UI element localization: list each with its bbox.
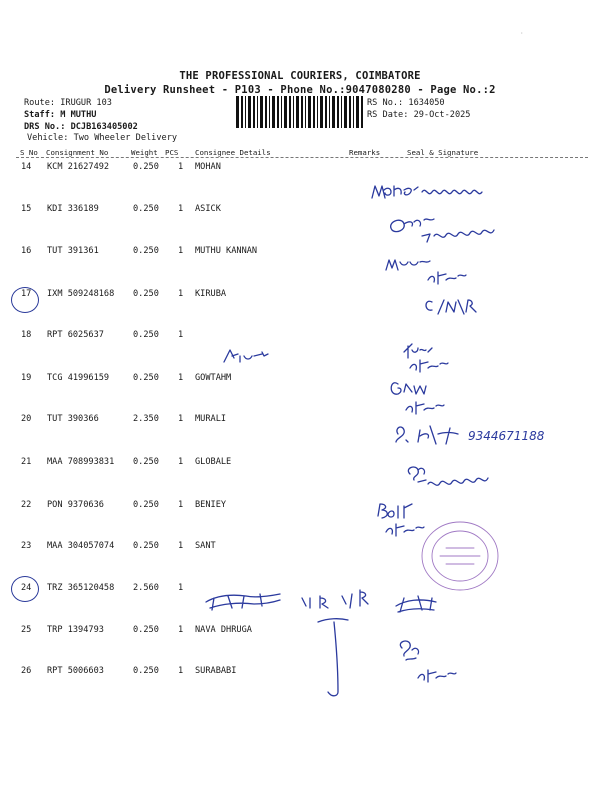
row-sno: 19 — [21, 373, 32, 383]
table-row — [0, 625, 600, 639]
staff-label: Staff: M MUTHU — [24, 110, 97, 120]
signature-row-14 — [372, 186, 482, 198]
table-row — [0, 330, 600, 344]
row-weight: 0.250 — [133, 457, 159, 467]
row-pcs: 1 — [178, 583, 184, 593]
row-sno: 18 — [21, 330, 32, 340]
row-consignee: MUTHU KANNAN — [195, 246, 258, 256]
signature-row-16 — [386, 260, 466, 284]
rs-date: RS Date: 29-Oct-2025 — [367, 110, 471, 120]
row-consignment-no: RPT 5006603 — [47, 666, 104, 676]
table-row — [0, 289, 600, 303]
vehicle-label: Vehicle: Two Wheeler Delivery — [27, 133, 178, 143]
row20-note-text: 9344671188 — [468, 429, 545, 443]
table-row — [0, 457, 600, 471]
row-consignment-no: MAA 708993831 — [47, 457, 115, 467]
runsheet-subtitle: Delivery Runsheet - P103 - Phone No.:9047080280 - Page No.:2 — [104, 84, 496, 96]
row-sno: 24 — [21, 583, 32, 593]
row-sno: 23 — [21, 541, 32, 551]
row-pcs: 1 — [178, 330, 184, 340]
table-row — [0, 500, 600, 514]
row-pcs: 1 — [178, 414, 184, 424]
table-row — [0, 541, 600, 555]
row-consignment-no: TUT 390366 — [47, 414, 99, 424]
row-pcs: 1 — [178, 373, 184, 383]
row-weight: 0.250 — [133, 500, 159, 510]
row-weight: 0.250 — [133, 373, 159, 383]
row-consignee: NAVA DHRUGA — [195, 625, 252, 635]
row-consignment-no: IXM 509248168 — [47, 289, 115, 299]
round-seal-stamp — [422, 522, 498, 590]
row-pcs: 1 — [178, 457, 184, 467]
row-consignment-no: MAA 304057074 — [47, 541, 115, 551]
table-row — [0, 666, 600, 680]
row-pcs: 1 — [178, 541, 184, 551]
signature-row-15 — [391, 219, 494, 242]
signature-row-18 — [224, 344, 448, 372]
table-row — [0, 246, 600, 260]
drs-number: DRS No.: DCJB163405002 — [24, 122, 138, 132]
row-consignee: MOHAN — [195, 162, 221, 172]
signature-row-19 — [391, 383, 444, 414]
row-pcs: 1 — [178, 289, 184, 299]
signature-row-20 — [396, 426, 545, 444]
row-pcs: 1 — [178, 625, 184, 635]
row-consignment-no: TRZ 365120458 — [47, 583, 115, 593]
row-pcs: 1 — [178, 500, 184, 510]
table-row — [0, 583, 600, 597]
row-consignee: KIRUBA — [195, 289, 227, 299]
table-row — [0, 204, 600, 218]
table-row — [0, 162, 600, 176]
row-17-circle-mark — [11, 287, 39, 313]
barcode-icon — [236, 96, 364, 128]
row-sno: 25 — [21, 625, 32, 635]
row-weight: 0.250 — [133, 666, 159, 676]
row-sno: 14 — [21, 162, 32, 172]
row-consignee: SANT — [195, 541, 216, 551]
row-pcs: 1 — [178, 666, 184, 676]
row-consignment-no: RPT 6025637 — [47, 330, 104, 340]
row-weight: 0.250 — [133, 289, 159, 299]
table-row — [0, 414, 600, 428]
row-consignment-no: TRP 1394793 — [47, 625, 104, 635]
row-sno: 26 — [21, 666, 32, 676]
col-consignee: Consignee Details — [195, 148, 271, 157]
row-sno: 22 — [21, 500, 32, 510]
row-consignment-no: TCG 41996159 — [47, 373, 110, 383]
row-consignment-no: KCM 21627492 — [47, 162, 110, 172]
row-consignee: MURALI — [195, 414, 227, 424]
row-consignment-no: KDI 336189 — [47, 204, 99, 214]
row-pcs: 1 — [178, 204, 184, 214]
col-remarks: Remarks — [349, 148, 381, 157]
row-weight: 0.250 — [133, 246, 159, 256]
col-pcs: PCS — [165, 148, 179, 157]
rs-number: RS No.: 1634050 — [367, 98, 445, 108]
row-weight: 0.250 — [133, 541, 159, 551]
col-seal-signature: Seal & Signature — [407, 148, 479, 157]
route-label: Route: IRUGUR 103 — [24, 98, 112, 108]
col-consignment: Consignment No — [46, 148, 109, 157]
row-consignee: GLOBALE — [195, 457, 232, 467]
row-weight: 0.250 — [133, 204, 159, 214]
row-consignee: SURABABI — [195, 666, 237, 676]
row-24-circle-mark — [11, 576, 39, 602]
header-divider — [16, 157, 588, 158]
col-sno: S No — [20, 148, 38, 157]
row-sno: 21 — [21, 457, 32, 467]
row-sno: 17 — [21, 289, 32, 299]
row-consignee: ASICK — [195, 204, 221, 214]
row-pcs: 1 — [178, 162, 184, 172]
row-consignee: GOWTAHM — [195, 373, 232, 383]
scan-dot-mark: · — [520, 30, 524, 37]
row-weight: 0.250 — [133, 625, 159, 635]
row-pcs: 1 — [178, 246, 184, 256]
row-sno: 20 — [21, 414, 32, 424]
row-weight: 0.250 — [133, 330, 159, 340]
row-consignee: BENIEY — [195, 500, 227, 510]
table-row — [0, 373, 600, 387]
row-sno: 15 — [21, 204, 32, 214]
col-weight: Weight — [131, 148, 158, 157]
row-sno: 16 — [21, 246, 32, 256]
row-weight: 0.250 — [133, 162, 159, 172]
row-weight: 2.350 — [133, 414, 159, 424]
row-weight: 2.560 — [133, 583, 159, 593]
row-consignment-no: PON 9370636 — [47, 500, 104, 510]
row-consignment-no: TUT 391361 — [47, 246, 99, 256]
company-name: THE PROFESSIONAL COURIERS, COIMBATORE — [179, 70, 421, 82]
